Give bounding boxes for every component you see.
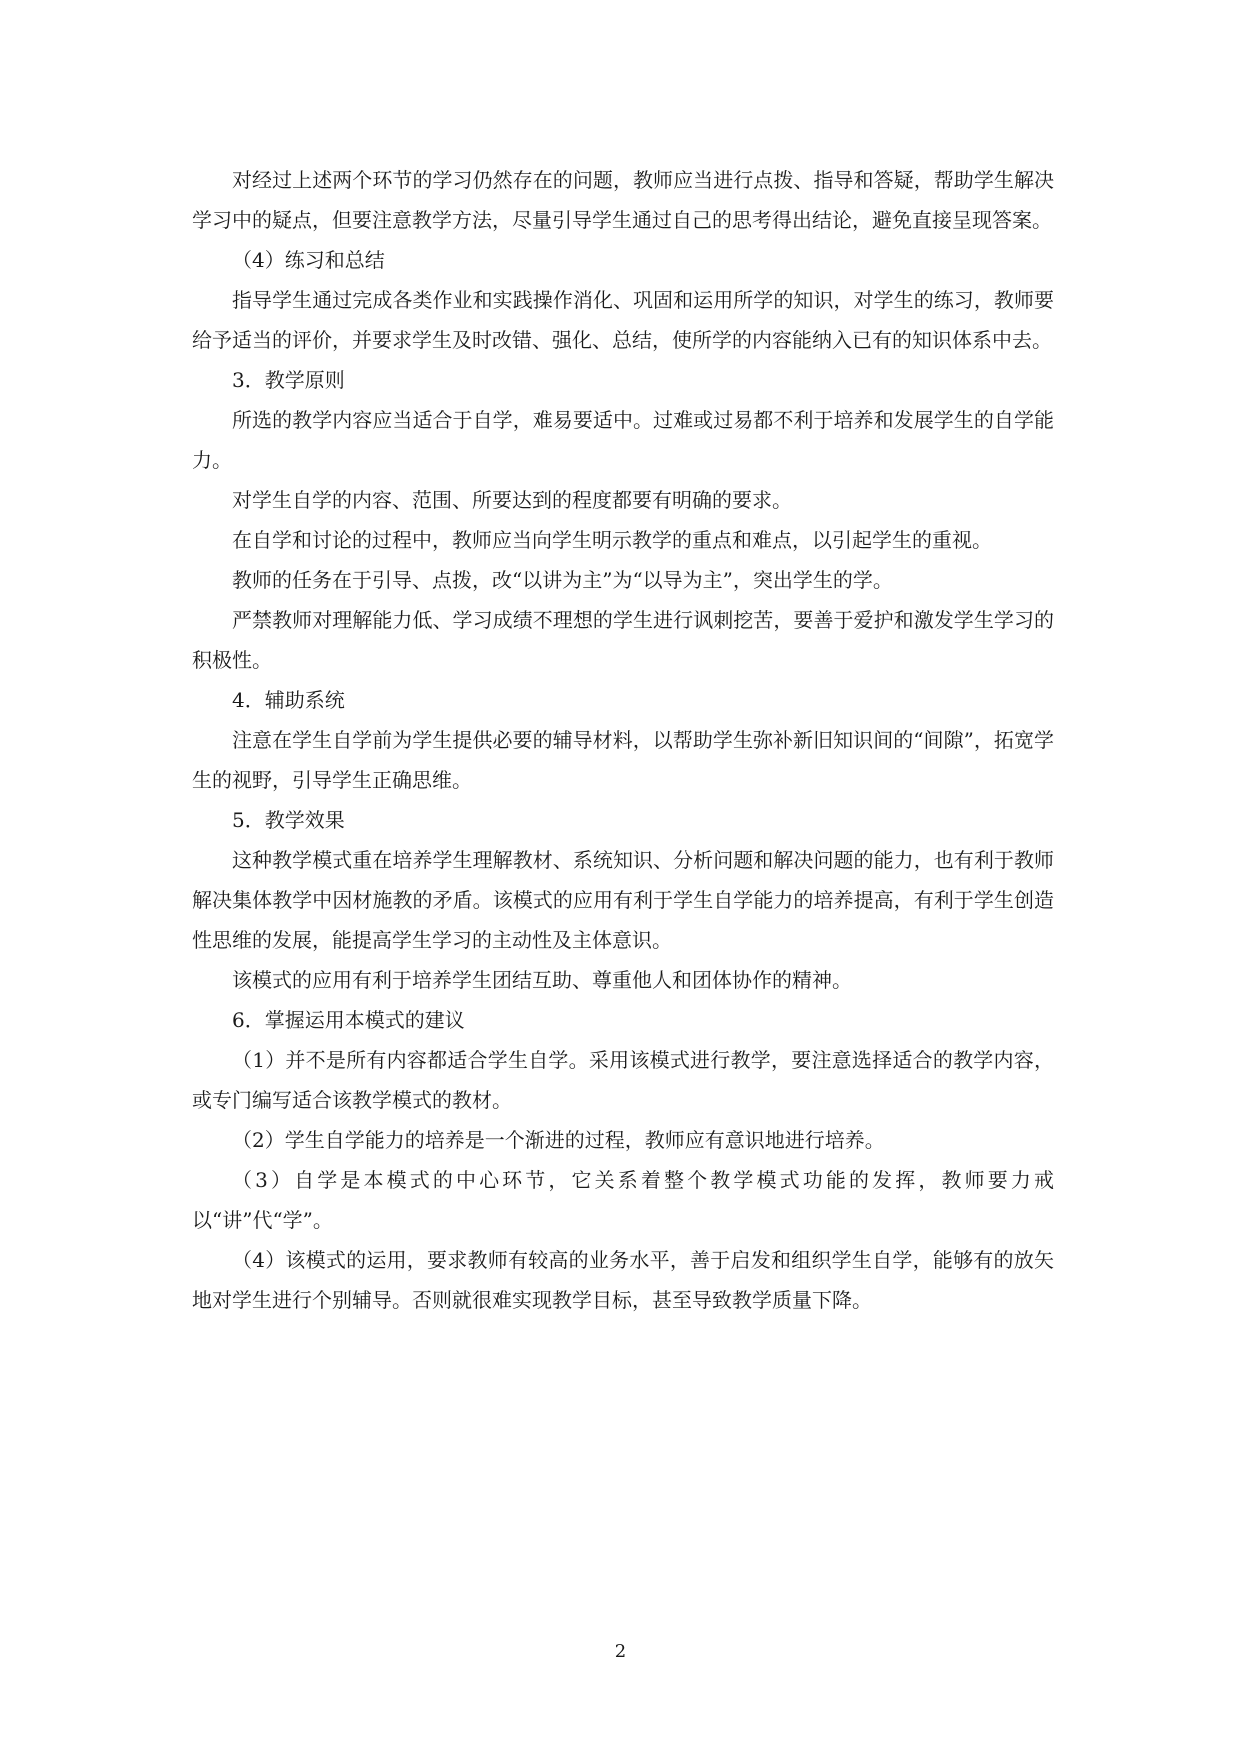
- heading-practice-summary: （4）练习和总结: [232, 248, 385, 272]
- heading-suggestions: 6．掌握运用本模式的建议: [232, 1008, 465, 1032]
- paragraph-principle-focus: 在自学和讨论的过程中，教师应当向学生明示教学的重点和难点，以引起学生的重视。: [232, 528, 992, 552]
- paragraph-principle-prohibition: 严禁教师对理解能力低、学习成绩不理想的学生进行讽刺挖苦，要善于爱护和激发学生学习的积极性。: [192, 608, 1054, 672]
- paragraph-principle-requirements: 对学生自学的内容、范围、所要达到的程度都要有明确的要求。: [232, 488, 792, 512]
- paragraph-answering-doubts: 对经过上述两个环节的学习仍然存在的问题，教师应当进行点拨、指导和答疑，帮助学生解决学习中的疑点，但要注意教学方法，尽量引导学生通过自己的思考得出结论，避免直接呈现答案。: [192, 168, 1054, 232]
- paragraph-practice: 指导学生通过完成各类作业和实践操作消化、巩固和运用所学的知识，对学生的练习，教师要给予适当的评价，并要求学生及时改错、强化、总结，使所学的内容能纳入已有的知识体系中去。: [192, 288, 1054, 352]
- paragraph-teaching-effect: 这种教学模式重在培养学生理解教材、系统知识、分析问题和解决问题的能力，也有利于教师解决集体教学中因材施教的矛盾。该模式的应用有利于学生自学能力的培养提高，有利于学生创造性思维的发展，能提高学生学习的主动性及主体意识。: [192, 848, 1054, 952]
- heading-teaching-principles: 3．教学原则: [232, 368, 345, 392]
- paragraph-suggestion-2: （2）学生自学能力的培养是一个渐进的过程，教师应有意识地进行培养。: [232, 1128, 885, 1152]
- document-body: [192, 160, 1054, 1320]
- paragraph-suggestion-3: （3）自学是本模式的中心环节，它关系着整个教学模式功能的发挥，教师要力戒以“讲”代“学”。: [192, 1168, 1054, 1232]
- heading-support-system: 4．辅助系统: [232, 688, 345, 712]
- paragraph-suggestion-1: （1）并不是所有内容都适合学生自学。采用该模式进行教学，要注意选择适合的教学内容，或专门编写适合该教学模式的教材。: [192, 1048, 1054, 1112]
- paragraph-principle-teacher-task: 教师的任务在于引导、点拨，改“以讲为主”为“以导为主”，突出学生的学。: [232, 568, 893, 592]
- paragraph-support-system: 注意在学生自学前为学生提供必要的辅导材料，以帮助学生弥补新旧知识间的“间隙”，拓宽学生的视野，引导学生正确思维。: [192, 728, 1054, 792]
- paragraph-teamwork: 该模式的应用有利于培养学生团结互助、尊重他人和团体协作的精神。: [232, 968, 852, 992]
- paragraph-suggestion-4: （4）该模式的运用，要求教师有较高的业务水平，善于启发和组织学生自学，能够有的放矢地对学生进行个别辅导。否则就很难实现教学目标，甚至导致教学质量下降。: [192, 1248, 1054, 1312]
- page-number: 2: [614, 1641, 627, 1662]
- heading-teaching-effect: 5．教学效果: [232, 808, 345, 832]
- paragraph-principle-content: 所选的教学内容应当适合于自学，难易要适中。过难或过易都不利于培养和发展学生的自学能力。: [192, 408, 1054, 472]
